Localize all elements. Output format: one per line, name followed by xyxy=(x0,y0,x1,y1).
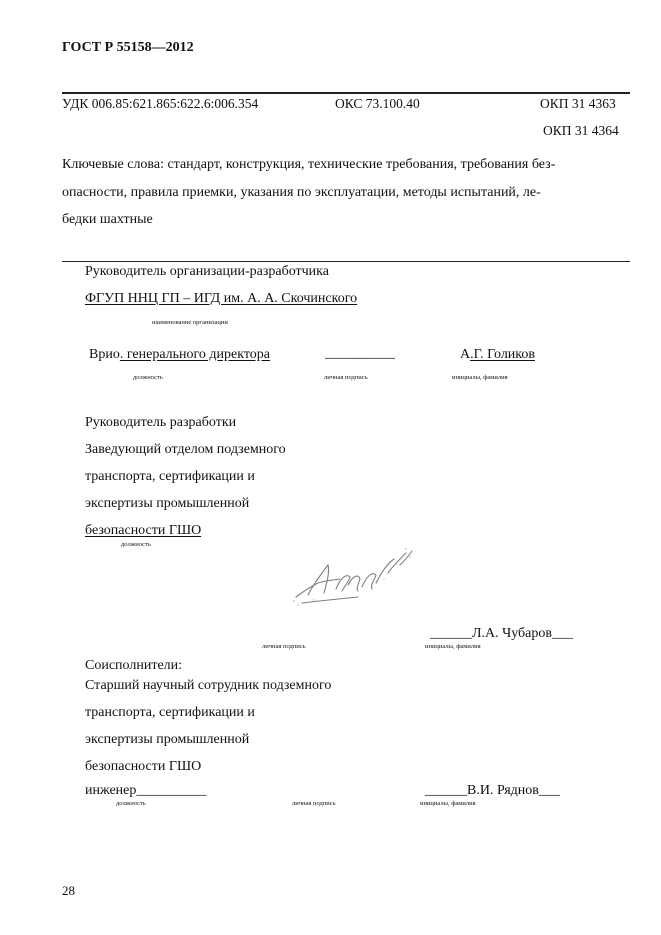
name-text: .Г. Голиков xyxy=(470,347,535,362)
dev-head-line-4: безопасности ГШО xyxy=(85,523,202,538)
oks-code: ОКС 73.100.40 xyxy=(335,96,420,111)
co-executors-line-4: безопасности ГШО xyxy=(85,759,202,774)
udk-code: УДК 006.85:621.865:622.6:006.354 xyxy=(62,96,259,111)
keywords-line-2: опасности, правила приемки, указания по эксплуатации, методы испытаний, ле- xyxy=(62,185,541,200)
dev-head-position-caption: должность xyxy=(121,541,151,548)
org-head-signature-caption: личная подпись xyxy=(324,374,368,381)
co-executors-name: ______В.И. Ряднов___ xyxy=(425,783,560,798)
handwritten-signature xyxy=(288,543,418,611)
header-rule xyxy=(62,92,630,94)
dev-head-line-1: Заведующий отделом подземного xyxy=(85,442,286,457)
dev-head-signature-caption: личная подпись xyxy=(262,643,306,650)
co-executors-position-caption: должность xyxy=(116,800,146,807)
dev-head-name-caption: инициалы, фамилия xyxy=(425,643,481,650)
standard-number: ГОСТ Р 55158—2012 xyxy=(62,40,194,55)
dev-head-line-3: экспертизы промышленной xyxy=(85,496,250,511)
org-head-position-caption: должность xyxy=(133,374,163,381)
keywords-line-3: бедки шахтные xyxy=(62,212,153,227)
co-executors-signature-caption: личная подпись xyxy=(292,800,336,807)
keywords-line-1: Ключевые слова: стандарт, конструкция, технические требования, требования без- xyxy=(62,157,556,172)
dev-head-title: Руководитель разработки xyxy=(85,415,237,430)
page-number: 28 xyxy=(62,883,75,898)
name-prefix: А xyxy=(460,347,471,362)
org-head-signature-blank: __________ xyxy=(325,346,395,361)
co-executors-name-caption: инициалы, фамилия xyxy=(420,800,476,807)
okp-code-2: ОКП 31 4364 xyxy=(543,123,619,138)
org-head-title: Руководитель организации-разработчика xyxy=(85,264,329,279)
org-name: ФГУП ННЦ ГП – ИГД им. А. А. Скочинского xyxy=(85,291,358,306)
org-head-name xyxy=(460,347,535,363)
co-executors-title: Соисполнители: xyxy=(85,658,183,673)
position-title: . генерального директора xyxy=(119,347,271,362)
co-executors-line-2: транспорта, сертификации и xyxy=(85,705,255,720)
dev-head-line-2: транспорта, сертификации и xyxy=(85,469,255,484)
org-head-position xyxy=(89,347,270,363)
org-name-caption: наименование организации xyxy=(152,319,228,326)
okp-code-1: ОКП 31 4363 xyxy=(540,96,616,111)
co-executors-line-1: Старший научный сотрудник подземного xyxy=(85,678,332,693)
dev-head-name: ______Л.А. Чубаров___ xyxy=(430,626,573,641)
co-executors-position: инженер__________ xyxy=(85,783,207,798)
section-divider xyxy=(62,261,630,262)
position-prefix: Врио xyxy=(89,347,120,362)
co-executors-line-3: экспертизы промышленной xyxy=(85,732,250,747)
org-head-name-caption: инициалы, фамилия xyxy=(452,374,508,381)
